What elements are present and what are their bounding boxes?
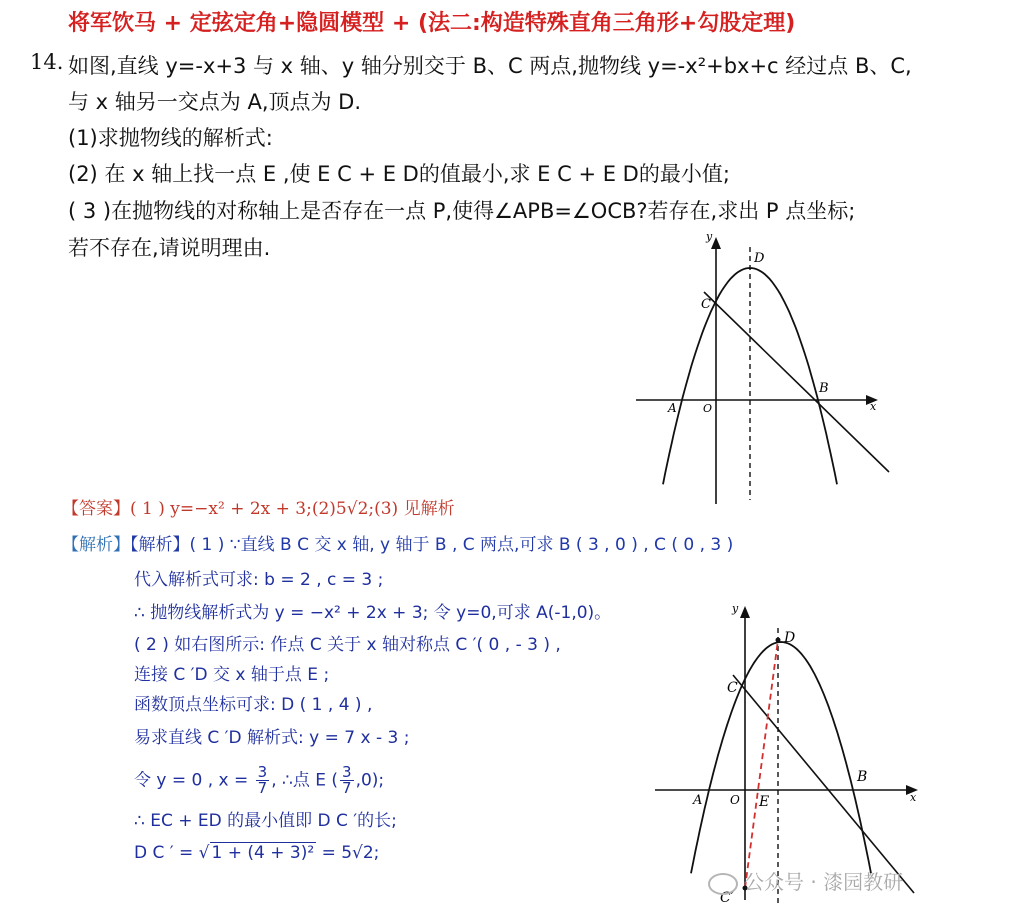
watermark-text: 公众号 · 漆园教研	[744, 870, 904, 894]
label-d: D	[784, 630, 796, 646]
label-y: y	[732, 602, 739, 615]
sqrt-radicand: 1 + (4 + 3)²	[211, 843, 315, 863]
y-axis-arrow	[740, 606, 750, 618]
step7-part-b: , ∴点 E (	[271, 770, 339, 791]
question-part-3: ( 3 )在抛物线的对称轴上是否存在一点 P,使得∠APB=∠OCB?若存在,求出 P 点坐标;	[68, 199, 856, 223]
analysis-step-9	[134, 843, 379, 863]
dashed-segment-cprime-d	[745, 640, 778, 888]
question-line-1: 如图,直线 y=-x+3 与 x 轴、y 轴分别交于 B、C 两点,抛物线 y=-x²+bx+c 经过点 B、C,	[68, 54, 912, 78]
label-c: C	[727, 680, 738, 696]
line-bc	[704, 292, 889, 472]
wechat-icon	[708, 873, 738, 895]
label-b: B	[857, 769, 868, 785]
page-title: 将军饮马 + 定弦定角+隐圆模型 + (法二:构造特殊直角三角形+勾股定理)	[68, 11, 796, 36]
analysis-tag: 【解析】	[62, 535, 130, 555]
y-axis-arrow	[711, 237, 721, 249]
label-o: O	[730, 793, 740, 807]
label-a: A	[693, 793, 703, 808]
fraction-e-num: 3	[342, 763, 352, 781]
label-e: E	[759, 794, 770, 810]
fraction-x-num: 3	[257, 763, 268, 781]
label-c: C	[701, 297, 711, 312]
analysis-step-5: 函数顶点坐标可求: D ( 1 , 4 ) ,	[134, 695, 373, 715]
watermark	[708, 866, 903, 895]
fraction-x-den: 7	[257, 779, 268, 797]
analysis-step-4: 连接 C ′D 交 x 轴于点 E ;	[134, 665, 330, 685]
analysis-step-7	[134, 765, 384, 796]
label-x: x	[870, 400, 877, 413]
line-bc	[733, 675, 914, 893]
step7-part-a: 令 y = 0 , x =	[134, 770, 249, 791]
answer-line	[62, 494, 455, 519]
figure-top	[630, 225, 900, 515]
step7-part-c: ,0);	[355, 770, 385, 791]
fraction-x	[256, 765, 270, 796]
label-a: A	[668, 401, 677, 415]
analysis-step-8: ∴ EC + ED 的最小值即 D C ′的长;	[134, 811, 397, 831]
analysis-step-1: 代入解析式可求: b = 2 , c = 3 ;	[134, 570, 384, 590]
question-part-2: (2) 在 x 轴上找一点 E ,使 E C + E D的值最小,求 E C + E D的最小值;	[68, 162, 730, 186]
parabola-curve	[691, 642, 871, 873]
analysis-tag-2: 【解析】	[130, 535, 190, 555]
label-d: D	[754, 251, 765, 266]
label-y: y	[706, 230, 713, 243]
label-b: B	[819, 381, 829, 396]
step9-part-a: D C ′ = √	[134, 843, 210, 863]
point-d	[776, 638, 781, 643]
analysis-line-0	[62, 530, 733, 555]
question-part-1: (1)求抛物线的解析式:	[68, 126, 273, 150]
analysis-step-0: ( 1 ) ∵直线 B C 交 x 轴, y 轴于 B , C 两点,可求 B ( 3 , 0 ) , C ( 0 , 3 )	[189, 535, 734, 555]
label-o: O	[703, 402, 713, 415]
answer-text: ( 1 ) y=−x² + 2x + 3;(2)5√2;(3) 见解析	[130, 499, 455, 519]
fraction-e	[340, 765, 354, 796]
question-line-2: 与 x 轴另一交点为 A,顶点为 D.	[68, 90, 362, 114]
label-x: x	[910, 791, 917, 804]
answer-tag: 【答案】	[62, 499, 130, 519]
question-part-3-cont: 若不存在,请说明理由.	[68, 236, 271, 260]
analysis-step-3: ( 2 ) 如右图所示: 作点 C 关于 x 轴对称点 C ′( 0 , - 3 ) ,	[134, 635, 561, 655]
analysis-step-2: ∴ 抛物线解析式为 y = −x² + 2x + 3; 令 y=0,可求 A(-1,0)。	[134, 603, 612, 623]
analysis-step-6: 易求直线 C ′D 解析式: y = 7 x - 3 ;	[134, 728, 410, 748]
step9-part-c: = 5√2;	[321, 843, 380, 863]
question-number: 14.	[30, 50, 64, 74]
label-cprime: C′	[720, 890, 734, 906]
fraction-e-den: 7	[342, 779, 352, 797]
